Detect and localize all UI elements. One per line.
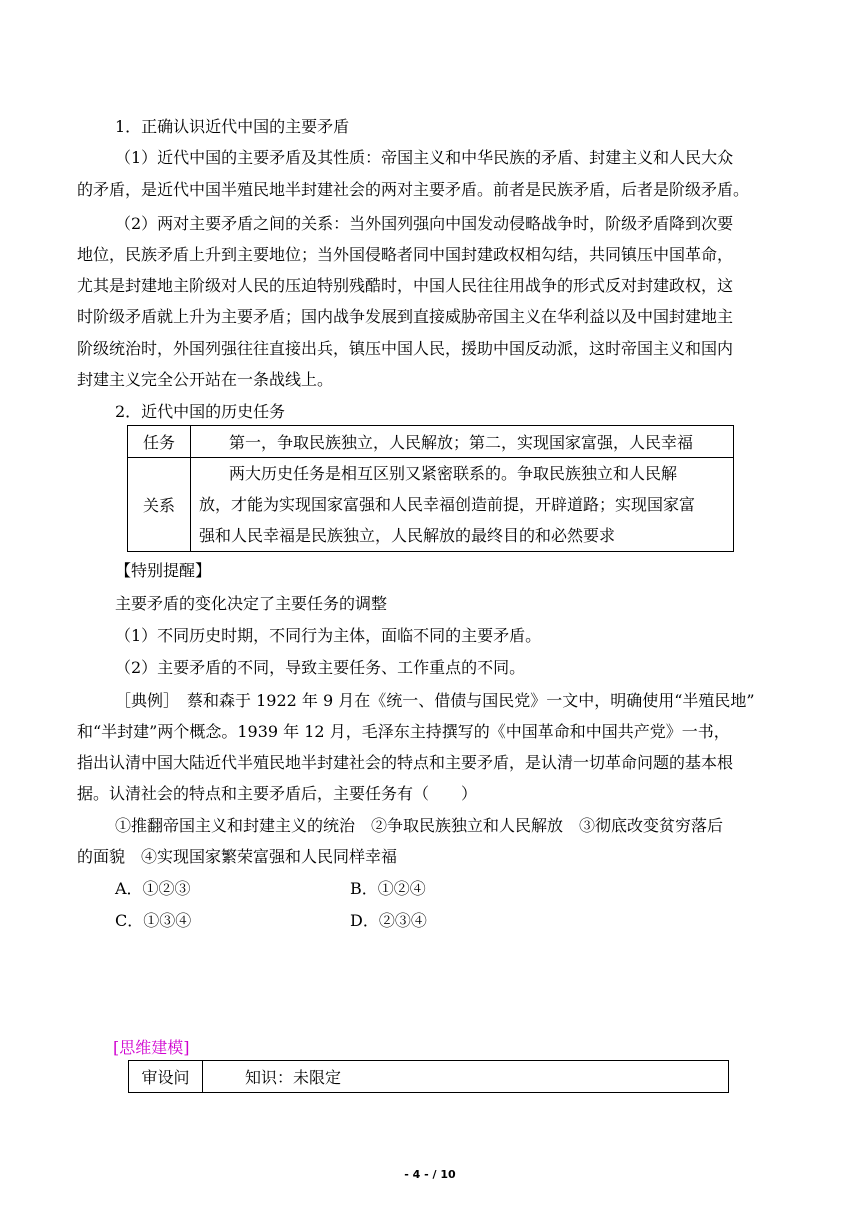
example-line5: ①推翻帝国主义和封建主义的统治 ②争取民族独立和人民解放 ③彻底改变贫穷落后 xyxy=(115,816,724,835)
section1-p2-line1: （2）两对主要矛盾之间的关系：当外国列强向中国发动侵略战争时，阶级矛盾降到次要 xyxy=(115,214,734,233)
row-content-relation xyxy=(191,458,734,552)
example-line3: 指出认清中国大陆近代半殖民地半封建社会的特点和主要矛盾，是认清一切革命问题的基本根 xyxy=(77,753,734,772)
example-line4: 据。认清社会的特点和主要矛盾后，主要任务有（ ） xyxy=(77,784,478,803)
modeling-row-label: 审设问 xyxy=(129,1061,203,1093)
modeling-table xyxy=(128,1060,729,1093)
row-label-relation: 关系 xyxy=(128,458,191,552)
tasks-table xyxy=(127,425,734,552)
section1-p2-line2: 地位，民族矛盾上升到主要地位；当外国侵略者同中国封建政权相勾结，共同镇压中国革命， xyxy=(77,245,734,264)
table-row xyxy=(128,458,734,552)
row-content-task: 第一，争取民族独立，人民解放；第二，实现国家富强，人民幸福 xyxy=(191,426,734,458)
section1-p2-line4: 时阶级矛盾就上升为主要矛盾；国内战争发展到直接威胁帝国主义在华利益以及中国封建地主 xyxy=(77,307,734,326)
reminder-title: 【特别提醒】 xyxy=(115,561,212,580)
example-line1: ［典例］ 蔡和森于 1922 年 9 月在《统一、借债与国民党》一文中，明确使用“半殖民地” xyxy=(115,691,755,710)
reminder-line2: （1）不同历史时期，不同行为主体，面临不同的主要矛盾。 xyxy=(115,626,542,645)
row-label-task: 任务 xyxy=(128,426,191,458)
option-c: C．①③④ xyxy=(115,911,192,930)
section1-p2-line5: 阶级统治时，外国列强往往直接出兵，镇压中国人民，援助中国反动派，这时帝国主义和国内 xyxy=(77,339,734,358)
option-d: D．②③④ xyxy=(350,911,427,930)
modeling-title: [思维建模] xyxy=(113,1038,190,1057)
section1-heading: 1．正确认识近代中国的主要矛盾 xyxy=(115,117,350,136)
relation-line: 放，才能为实现国家富强和人民幸福创造前提，开辟道路；实现国家富 xyxy=(199,495,696,514)
section1-p1-line2: 的矛盾，是近代中国半殖民地半封建社会的两对主要矛盾。前者是民族矛盾，后者是阶级矛盾。 xyxy=(77,180,750,199)
section1-p2-line6: 封建主义完全公开站在一条战线上。 xyxy=(77,370,334,389)
modeling-row-content: 知识：未限定 xyxy=(203,1061,729,1093)
section1-p2-line3: 尤其是封建地主阶级对人民的压迫特别残酷时，中国人民往往用战争的形式反对封建政权，这 xyxy=(77,276,734,295)
relation-line: 两大历史任务是相互区别又紧密联系的。争取民族独立和人民解 xyxy=(229,464,678,483)
section2-heading: 2．近代中国的历史任务 xyxy=(115,402,286,421)
page-number: - 4 - / 10 xyxy=(404,1168,456,1181)
option-b: B．①②④ xyxy=(350,879,426,898)
section1-p1-line1: （1）近代中国的主要矛盾及其性质：帝国主义和中华民族的矛盾、封建主义和人民大众 xyxy=(115,148,734,167)
table-row xyxy=(128,426,734,458)
example-line6: 的面貌 ④实现国家繁荣富强和人民同样幸福 xyxy=(77,847,398,866)
reminder-line1: 主要矛盾的变化决定了主要任务的调整 xyxy=(115,594,388,613)
table-row xyxy=(129,1061,729,1093)
example-line2: 和“半封建”两个概念。1939 年 12 月，毛泽东主持撰写的《中国革命和中国共产党》一书， xyxy=(77,722,730,741)
relation-line: 强和人民幸福是民族独立，人民解放的最终目的和必然要求 xyxy=(199,526,616,545)
option-a: A．①②③ xyxy=(115,879,191,898)
reminder-line3: （2）主要矛盾的不同，导致主要任务、工作重点的不同。 xyxy=(115,658,526,677)
